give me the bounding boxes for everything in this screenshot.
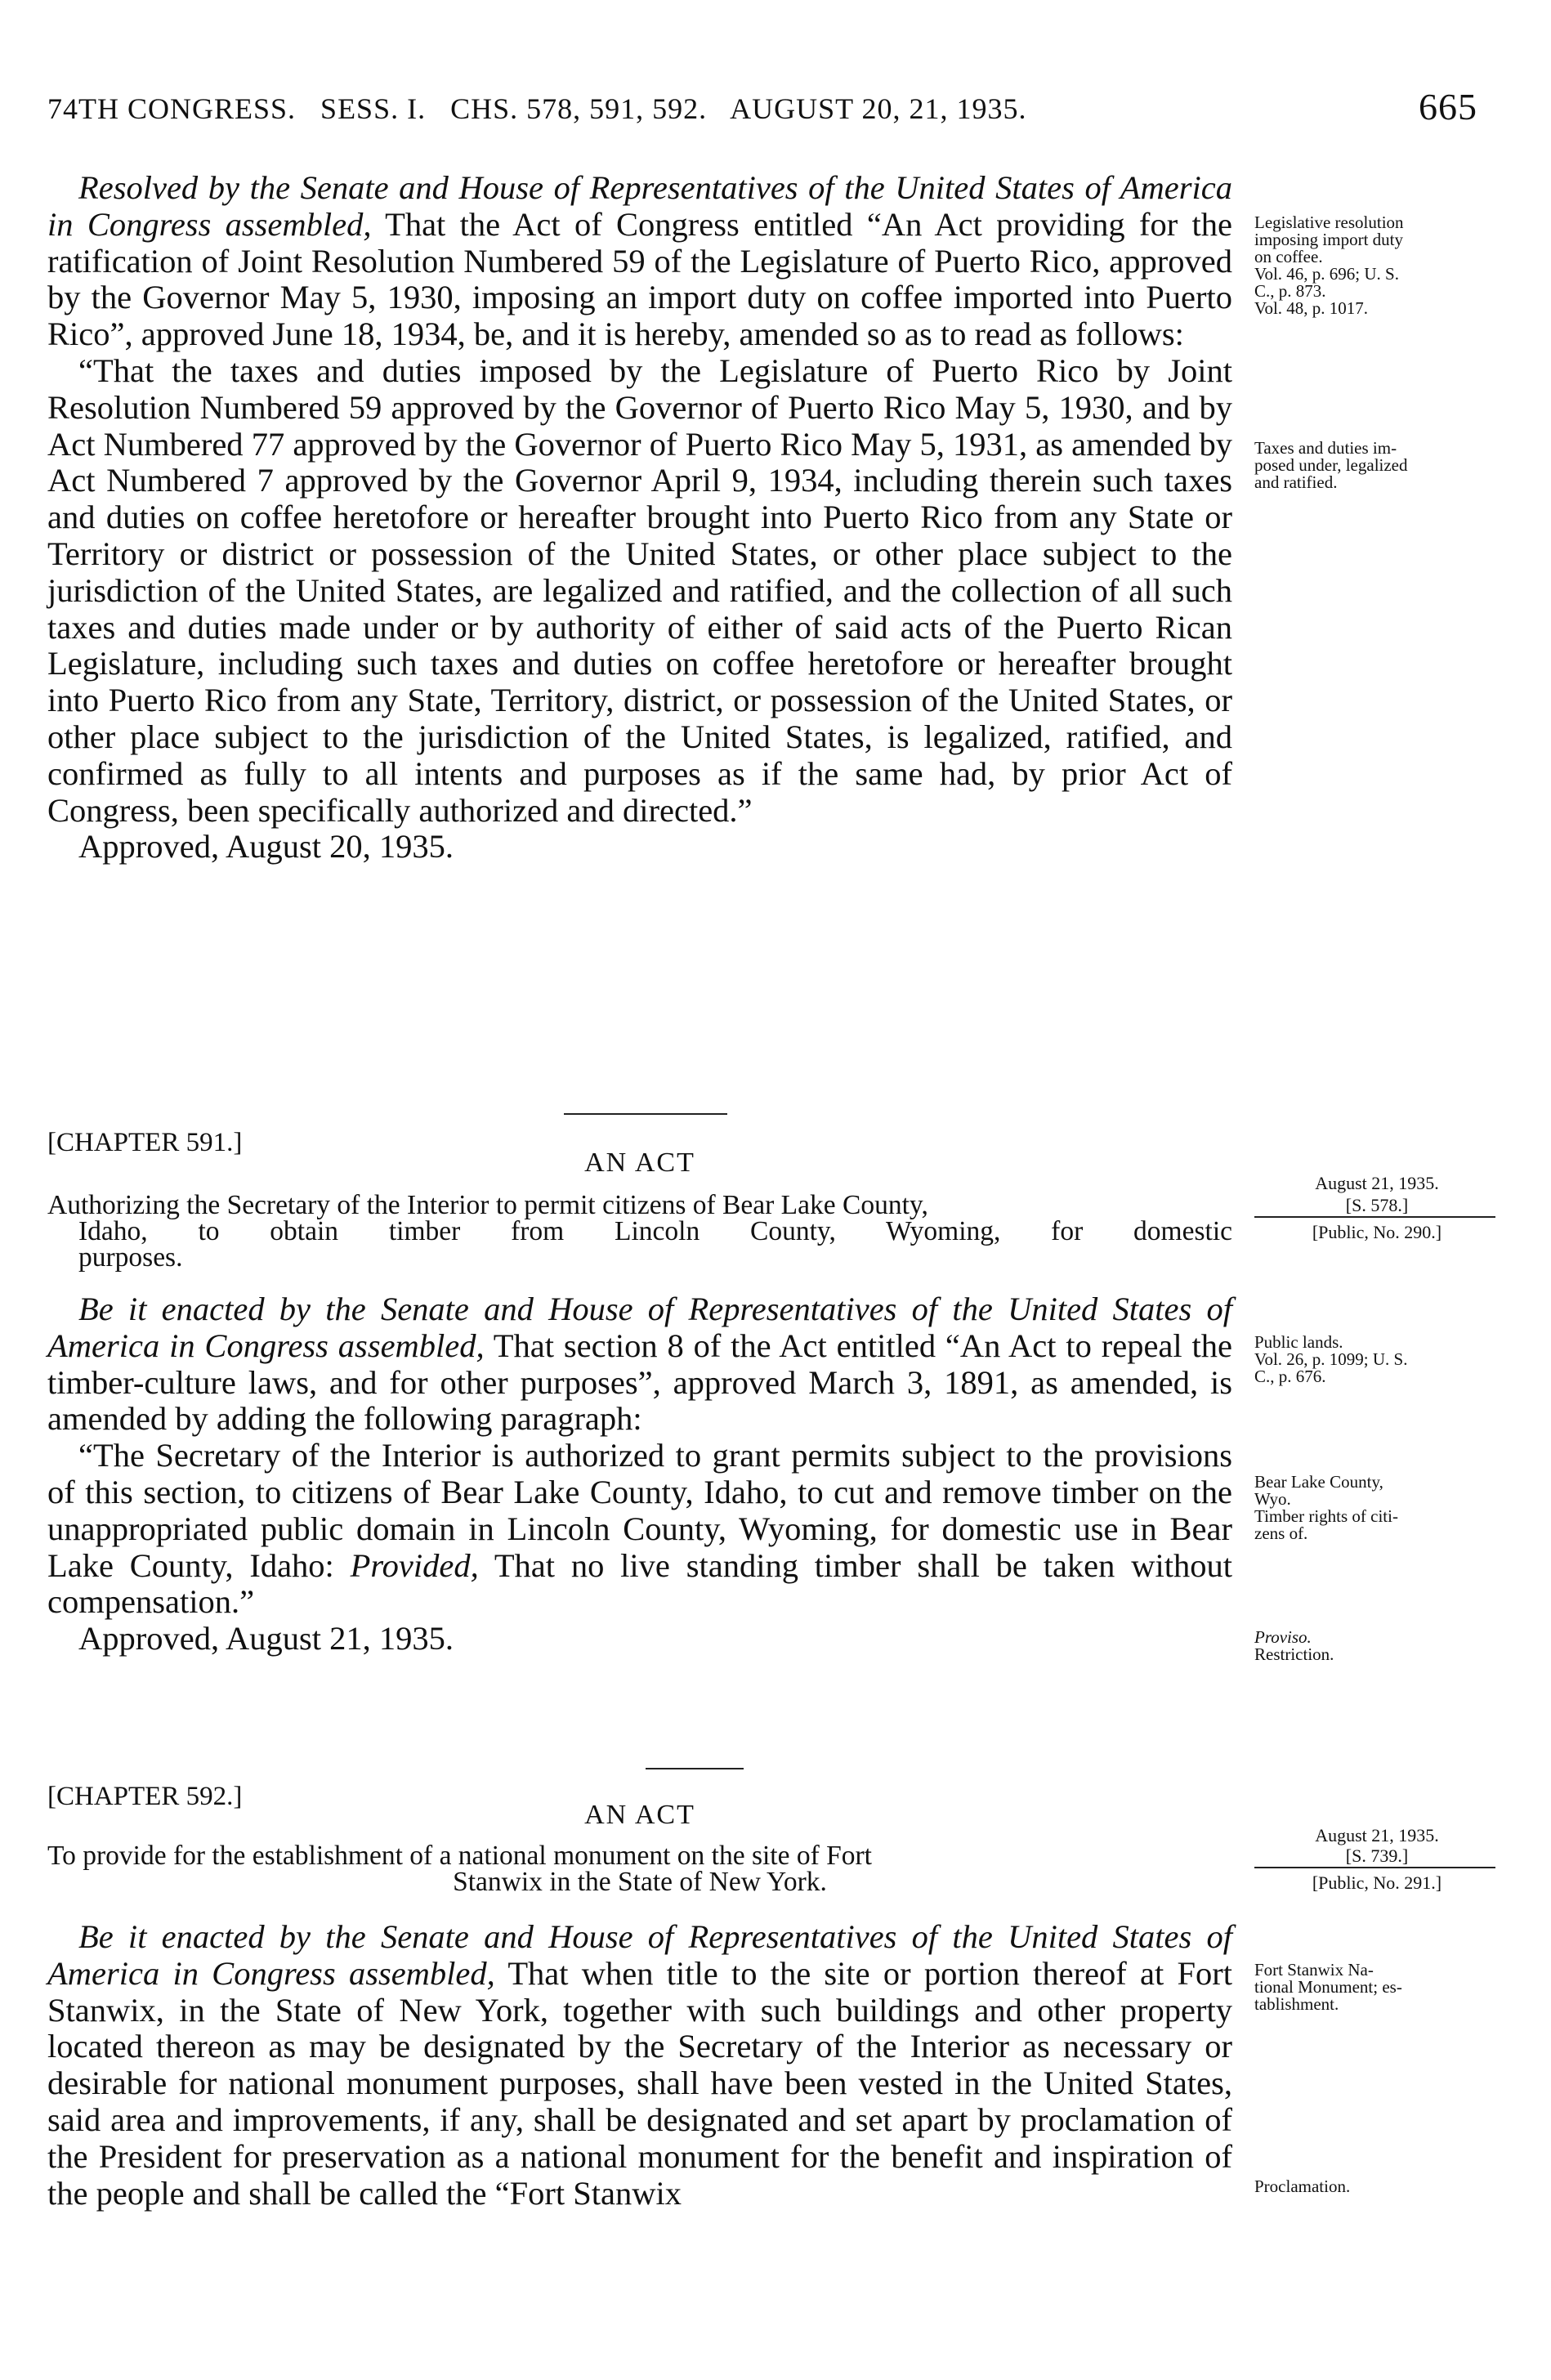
ch592-title-line-1: To provide for the establishment of a national monument on the site of Fort xyxy=(47,1841,872,1871)
ch592-body: That when title to the site or portion thereof at Fort Stanwix, in the State of New York, together with such buildings and other property located thereon as may be designated by the Secretary of the Interior as necessary or desirable for national monument purposes, shall have been vested in the United States, said area and improvements, if any, shall be designated and set apart by proclamation of the President for preservation as a national monument for the benefit and inspiration of the people and shall be called the “Fort Stanwix xyxy=(47,1954,1232,2212)
ch591-title-line-3: purposes. xyxy=(78,1242,183,1273)
margin-note-bear-lake xyxy=(1254,1474,1500,1542)
ch578-body: That the Act of Congress entitled “An Act providing for the ratification of Joint Resolution Numbered 59 of the Legislature of Puerto Rico, approved by the Governor May 5, 1930, imposing an import duty on coffee imported into Puerto Rico”, approved June 18, 1934, be, and it is hereby, amended so as to read as follows: xyxy=(47,205,1232,353)
ch592-date: August 21, 1935. xyxy=(1315,1825,1439,1845)
header-dates: AUGUST 20, 21, 1935. xyxy=(730,92,1027,125)
margin-line: C., p. 676. xyxy=(1254,1367,1326,1386)
running-head xyxy=(47,86,1477,128)
margin-line: on coffee. xyxy=(1254,247,1323,266)
margin-line: zens of. xyxy=(1254,1523,1308,1543)
margin-line: tional Monument; es- xyxy=(1254,1977,1402,1997)
section-rule xyxy=(646,1768,744,1769)
margin-line: C., p. 873. xyxy=(1254,281,1326,301)
margin-line: Bear Lake County, xyxy=(1254,1472,1383,1492)
ch591-bill-number: [S. 578.] xyxy=(1345,1195,1409,1215)
ch591-approved: Approved, August 21, 1935. xyxy=(78,1620,454,1658)
ch591-date: August 21, 1935. xyxy=(1315,1173,1439,1193)
margin-note-proviso xyxy=(1254,1629,1500,1663)
margin-note-legislative-resolution xyxy=(1254,214,1500,317)
margin-line: imposing import duty xyxy=(1254,230,1404,249)
session: SESS. I. xyxy=(320,92,427,125)
ch591-proviso-text: That no live standing timber shall be taken without compensation.” xyxy=(47,1546,1232,1621)
margin-line: Fort Stanwix Na- xyxy=(1254,1960,1374,1980)
margin-note-public-lands xyxy=(1254,1334,1500,1385)
ch591-public-law: [Public, No. 290.] xyxy=(1312,1222,1442,1242)
page-number: 665 xyxy=(1419,86,1477,128)
ch592-bill-number: [S. 739.] xyxy=(1345,1845,1409,1866)
ch592-chapter-number: [CHAPTER 592.] xyxy=(47,1782,243,1811)
ch578-approved: Approved, August 20, 1935. xyxy=(78,828,454,866)
margin-line: Taxes and duties im- xyxy=(1254,438,1397,458)
margin-line: and ratified. xyxy=(1254,472,1338,492)
ch591-title-line-2: Idaho, to obtain timber from Lincoln County, Wyoming, for domestic xyxy=(78,1216,1232,1246)
margin-rule xyxy=(1254,1216,1495,1218)
margin-line: Vol. 48, p. 1017. xyxy=(1254,298,1369,318)
ch578-resolution xyxy=(47,170,1232,353)
margin-line: tablishment. xyxy=(1254,1994,1339,2014)
margin-line: Timber rights of citi- xyxy=(1254,1506,1398,1526)
margin-note-taxes-ratified xyxy=(1254,440,1500,491)
ch591-chapter-number: [CHAPTER 591.] xyxy=(47,1128,243,1157)
chapters: CHS. 578, 591, 592. xyxy=(450,92,708,125)
margin-line: Wyo. xyxy=(1254,1489,1291,1509)
ch591-quoted-text: “The Secretary of the Interior is authorized to grant permits subject to the provisions of this section, to citizens of Bear Lake County, Idaho, to cut and remove timber on the unappropriated public domain in Lincoln County, Wyoming, for domestic use in Bear Lake County, Idaho: xyxy=(47,1437,1232,1584)
margin-line: Vol. 26, p. 1099; U. S. xyxy=(1254,1349,1408,1369)
enacting-clause: Be it enacted by the Senate and House of Representatives of the United States of America in Congress assembled, xyxy=(47,1918,1232,1992)
margin-line: Public lands. xyxy=(1254,1332,1343,1352)
ch591-quoted xyxy=(47,1438,1232,1621)
margin-proviso: Proviso. xyxy=(1254,1627,1312,1647)
margin-rule xyxy=(1254,1867,1495,1868)
margin-note-fort-stanwix xyxy=(1254,1962,1500,2013)
margin-line: posed under, legalized xyxy=(1254,455,1408,475)
ch591-title-line-1: Authorizing the Secretary of the Interior to permit citizens of Bear Lake County, xyxy=(47,1190,928,1220)
resolved-clause: Resolved by the Senate and House of Representatives of the United States of America in Congress assembled, xyxy=(47,169,1232,243)
ch591-enactment xyxy=(47,1291,1232,1438)
ch591-body: That section 8 of the Act entitled “An Act to repeal the timber-culture laws, and for other purposes”, approved March 3, 1891, as amended, is amended by adding the following paragraph: xyxy=(47,1326,1232,1438)
enacting-clause: Be it enacted by the Senate and House of Representatives of the United States of America in Congress assembled, xyxy=(47,1291,1232,1364)
section-rule xyxy=(564,1113,727,1115)
congress: 74TH CONGRESS. xyxy=(47,92,297,125)
ch592-an-act: AN ACT xyxy=(584,1800,695,1830)
margin-proclamation: Proclamation. xyxy=(1254,2176,1351,2196)
margin-note-proclamation xyxy=(1254,2178,1500,2195)
ch592-text xyxy=(47,1919,1232,2212)
ch578-quoted: “That the taxes and duties imposed by the Legislature of Puerto Rico by Joint Resolution Numbered 59 approved by the Governor of Puerto Rico May 5, 1930, and by Act Numbered 77 approved by the Governor of Puerto Rico May 5, 1931, as amended by Act Numbered 7 approved by the Governor April 9, 1934, including therein such taxes and duties on coffee heretofore or hereafter brought into Puerto Rico from any State or Territory or district or possession of the United States, or other place subject to the jurisdiction of the United States, are legalized and ratified, and the collection of all such taxes and duties made under or by authority of either of said acts of the Puerto Rican Legislature, including such taxes and duties on coffee heretofore or hereafter brought into Puerto Rico from any State, Territory, district, or possession of the United States, or other place subject to the jurisdiction of the United States, is legalized, ratified, and confirmed as fully to all intents and purposes as if the same had, by prior Act of Congress, been specifically authorized and directed.” xyxy=(47,351,1232,829)
margin-restriction: Restriction. xyxy=(1254,1644,1334,1664)
ch578-text xyxy=(47,170,1232,866)
ch591-text xyxy=(47,1291,1232,1658)
margin-line: Legislative resolution xyxy=(1254,212,1404,232)
ch591-an-act: AN ACT xyxy=(584,1148,695,1178)
ch592-title-line-2: Stanwix in the State of New York. xyxy=(453,1867,827,1897)
ch592-public-law: [Public, No. 291.] xyxy=(1312,1872,1442,1893)
margin-line: Vol. 46, p. 696; U. S. xyxy=(1254,264,1399,284)
ch592-enactment xyxy=(47,1919,1232,2212)
provided-word: Provided, xyxy=(350,1546,479,1584)
